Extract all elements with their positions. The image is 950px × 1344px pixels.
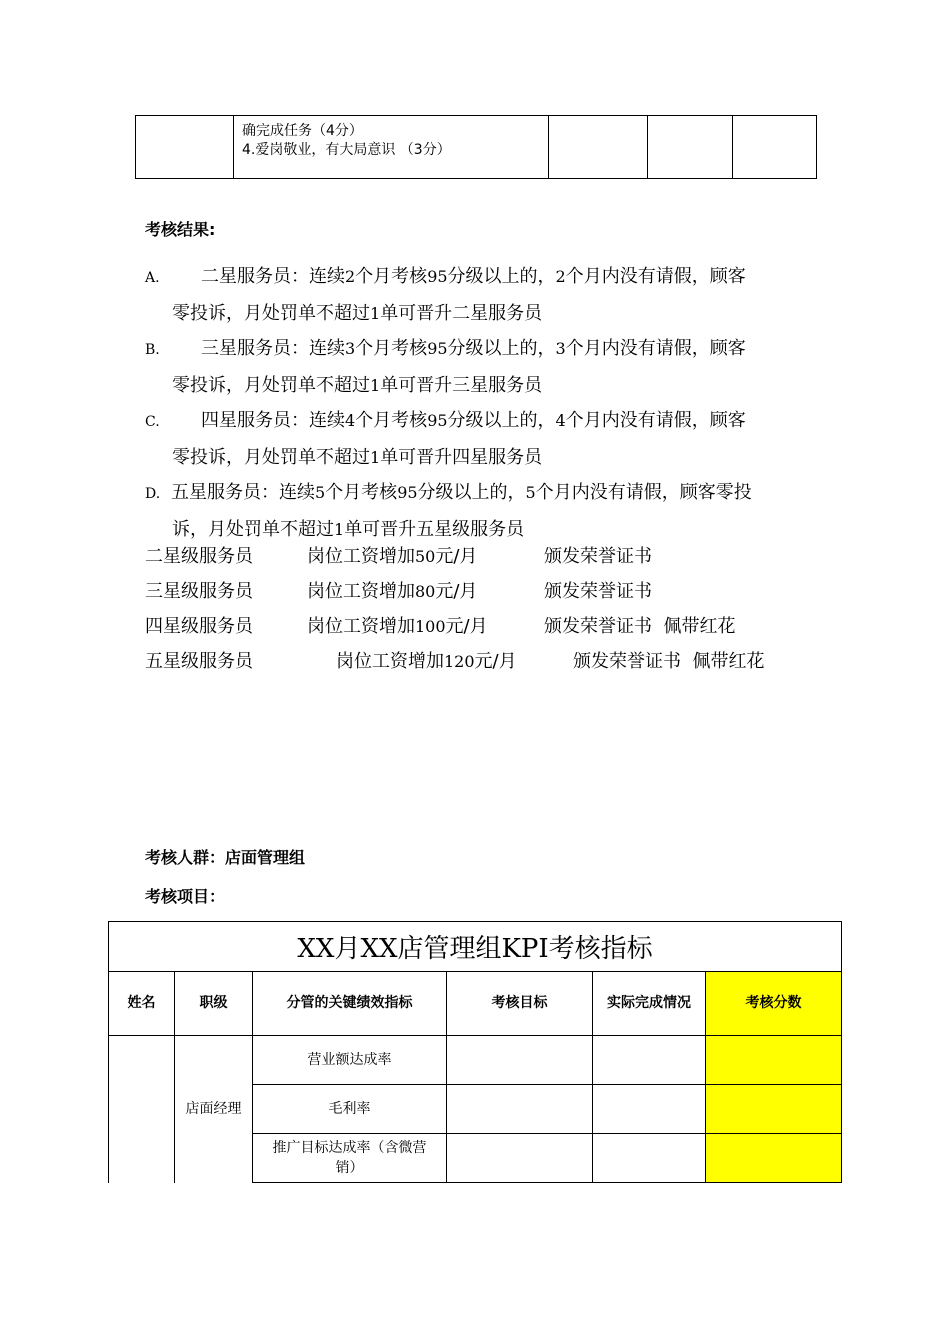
table-cell — [234, 116, 549, 179]
result-heading: 考核结果: — [145, 220, 216, 239]
rule-number: 95 — [427, 339, 448, 358]
rule-number: 2 — [345, 267, 356, 286]
rule-number: 95 — [427, 411, 448, 430]
column-header-text: 实际完成情况 — [607, 995, 691, 1011]
rule-a — [145, 259, 825, 331]
rule-number: 1 — [370, 376, 381, 395]
rule-number: 5 — [315, 483, 326, 502]
rule-text: 个月内没有请假，顾客 — [565, 338, 746, 359]
group-heading: 考核人群：店面管理组 — [145, 848, 306, 867]
reward-row — [145, 609, 845, 644]
rule-number: 1 — [370, 304, 381, 323]
rule-text: 单可晋升二星服务员 — [380, 303, 543, 324]
rule-text: 个月考核 — [355, 410, 428, 431]
rule-number: 3 — [345, 339, 356, 358]
rule-text: 分级以上的， — [447, 410, 556, 431]
rule-d — [145, 475, 825, 547]
reward-award: 颁发荣誉证书 — [544, 546, 652, 567]
column-header: 分管的关键绩效指标 — [253, 972, 447, 1036]
score-cell — [706, 1036, 842, 1085]
column-header: 考核分数 — [706, 972, 842, 1036]
target-cell — [447, 1036, 593, 1085]
rule-text: 零投诉，月处罚单不超过 — [172, 303, 370, 324]
rule-text: 分级以上的， — [447, 266, 556, 287]
rule-text: 零投诉，月处罚单不超过 — [172, 447, 370, 468]
reward-award: 颁发荣誉证书 佩带红花 — [544, 616, 736, 637]
indicator-text: 推广目标达成率（含微营销） — [272, 1140, 427, 1176]
indicator-cell: 毛利率 — [253, 1085, 447, 1134]
rule-text: 个月考核 — [355, 338, 428, 359]
rule-text: 二星服务员：连续 — [201, 266, 345, 287]
reward-amount: 50 — [415, 547, 436, 566]
table-cell — [549, 116, 648, 179]
reward-level: 三星级服务员 — [145, 581, 253, 602]
rule-text: 诉，月处罚单不超过 — [172, 519, 334, 540]
actual-cell — [593, 1036, 706, 1085]
indicator-cell: 营业额达成率 — [253, 1036, 447, 1085]
reward-unit: 元/月 — [435, 581, 478, 602]
rule-text: 单可晋升四星服务员 — [380, 447, 543, 468]
reward-level: 五星级服务员 — [145, 651, 253, 672]
column-header — [593, 972, 706, 1036]
rule-text: 个月内没有请假，顾客 — [565, 266, 746, 287]
reward-amount: 80 — [415, 582, 436, 601]
criteria-line: 确完成任务（4分） — [242, 123, 363, 139]
reward-row — [145, 644, 845, 679]
items-heading: 考核项目： — [145, 887, 226, 906]
rule-text: 三星服务员：连续 — [201, 338, 345, 359]
table-cell — [136, 116, 234, 179]
score-cell — [706, 1134, 842, 1183]
reward-award: 颁发荣誉证书 佩带红花 — [573, 651, 765, 672]
name-cell — [109, 1036, 175, 1183]
reward-amount: 100 — [415, 617, 446, 636]
rule-text: 个月内没有请假，顾客零投 — [535, 482, 752, 503]
rank-text: 店面经理 — [185, 1101, 242, 1118]
reward-salary: 岗位工资增加 — [307, 581, 415, 602]
kpi-title: XX月XX店管理组KPI考核指标 — [109, 922, 842, 972]
actual-cell — [593, 1134, 706, 1183]
rule-b — [145, 331, 825, 403]
rule-number: 5 — [525, 483, 536, 502]
table-cell — [648, 116, 733, 179]
rule-letter: D. — [145, 486, 161, 502]
rule-text: 个月考核 — [355, 266, 428, 287]
rule-text: 单可晋升五星级服务员 — [344, 519, 525, 540]
reward-unit: 元/月 — [435, 546, 478, 567]
column-header: 姓名 — [109, 972, 175, 1036]
rule-text: 个月考核 — [325, 482, 398, 503]
column-header: 职级 — [175, 972, 253, 1036]
rule-number: 3 — [555, 339, 566, 358]
rule-letter: C. — [145, 414, 160, 430]
reward-salary: 岗位工资增加 — [307, 616, 415, 637]
rule-text: 单可晋升三星服务员 — [380, 375, 543, 396]
rule-text: 零投诉，月处罚单不超过 — [172, 375, 370, 396]
reward-amount: 120 — [444, 652, 475, 671]
target-cell — [447, 1085, 593, 1134]
table-cell — [733, 116, 817, 179]
rule-number: 1 — [334, 520, 345, 539]
reward-salary: 岗位工资增加 — [336, 651, 444, 672]
score-cell — [706, 1085, 842, 1134]
target-cell — [447, 1134, 593, 1183]
reward-level: 二星级服务员 — [145, 546, 253, 567]
rule-text: 五星服务员：连续 — [171, 482, 315, 503]
rule-letter: A. — [145, 270, 160, 286]
actual-cell — [593, 1085, 706, 1134]
kpi-table — [108, 921, 842, 1183]
column-header: 考核目标 — [447, 972, 593, 1036]
rule-number: 95 — [397, 483, 418, 502]
rule-number: 2 — [555, 267, 566, 286]
reward-unit: 元/月 — [474, 651, 517, 672]
rule-number: 1 — [370, 448, 381, 467]
rule-number: 4 — [555, 411, 566, 430]
reward-salary: 岗位工资增加 — [307, 546, 415, 567]
criteria-line: 4.爱岗敬业，有大局意识 （3分） — [242, 142, 451, 158]
previous-table-continuation — [135, 115, 817, 179]
reward-level: 四星级服务员 — [145, 616, 253, 637]
rule-text: 四星服务员：连续 — [201, 410, 345, 431]
rule-text: 个月内没有请假，顾客 — [565, 410, 746, 431]
rule-number: 95 — [427, 267, 448, 286]
rank-cell — [175, 1036, 253, 1183]
reward-unit: 元/月 — [445, 616, 488, 637]
rule-c — [145, 403, 825, 475]
rewards-list — [145, 539, 845, 679]
reward-award: 颁发荣誉证书 — [544, 581, 652, 602]
rule-text: 分级以上的， — [447, 338, 556, 359]
rule-text: 分级以上的， — [417, 482, 526, 503]
rule-letter: B. — [145, 342, 160, 358]
star-rules — [145, 259, 825, 547]
reward-row — [145, 574, 845, 609]
reward-row — [145, 539, 845, 574]
rule-number: 4 — [345, 411, 356, 430]
indicator-cell — [253, 1134, 447, 1183]
